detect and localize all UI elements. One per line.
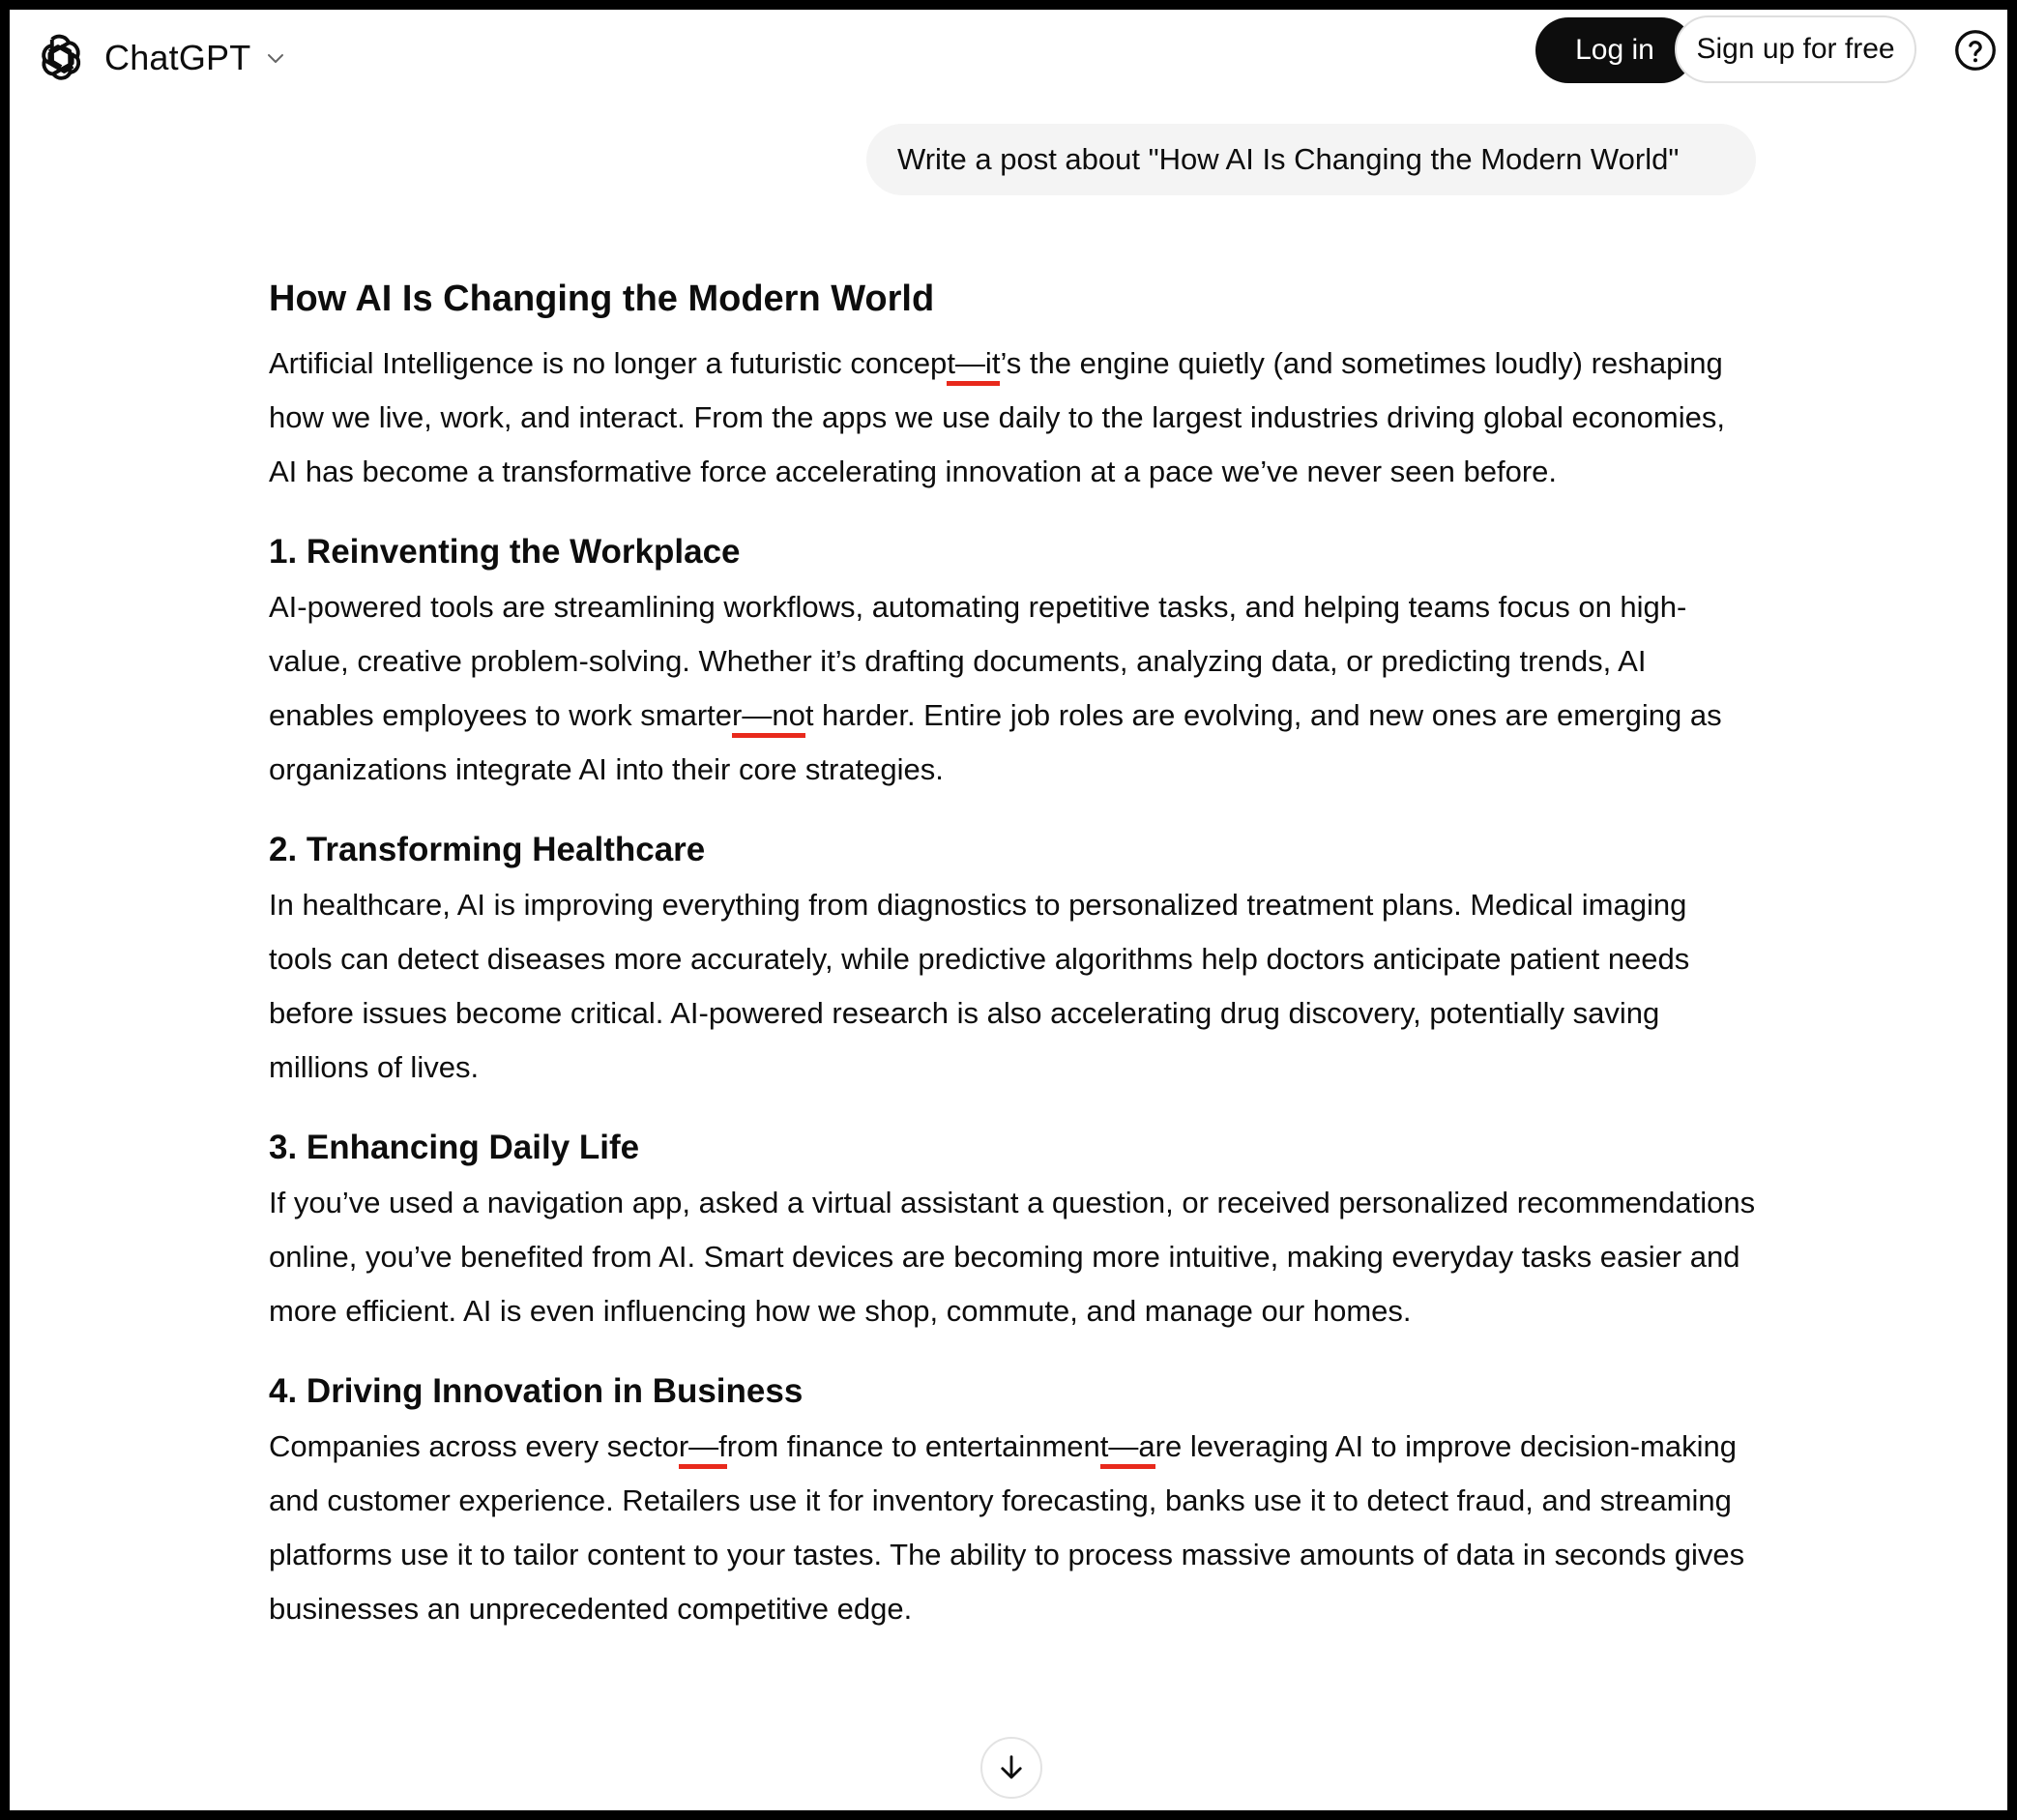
workplace-text-before: AI-powered tools are streamlining workflows, automating repetitive tasks, and helping teams focus on high-value, creative problem-solving. Whether it’s drafting documents, analyzing data, or predicting trends, AI enables employees to work smarte [269, 590, 1687, 732]
em-dash-highlight: t—it [947, 346, 1000, 386]
intro-text-before: Artificial Intelligence is no longer a futuristic concep [269, 346, 948, 380]
assistant-response [269, 271, 1758, 1661]
article-title: How AI Is Changing the Modern World [269, 279, 935, 319]
top-bar [10, 10, 2007, 106]
em-dash-highlight: r—no [732, 698, 805, 738]
business-text-1: Companies across every secto [269, 1429, 679, 1463]
intro-text-after: ’s the engine quietly (and sometimes loudly) reshaping how we live, work, and interact. From the apps we use daily to the largest industries driving global economies, AI has become a transformative force accelerating innovation at a pace we’ve never seen before. [269, 346, 1725, 488]
em-dash-highlight: r—f [679, 1429, 727, 1469]
section-heading-healthcare: 2. Transforming Healthcare [269, 831, 706, 868]
chevron-down-icon [264, 46, 287, 70]
business-text-3: re leveraging AI to improve decision-making and customer experience. Retailers use it for inventory forecasting, banks use it to detect fraud, and streaming platforms use it to tailor content to your tastes. The ability to process massive amounts of data in seconds gives businesses an unprecedented competitive edge. [269, 1429, 1745, 1626]
arrow-down-icon [995, 1751, 1028, 1784]
section-paragraph-business [269, 1420, 1758, 1636]
business-text-2: rom finance to entertainmen [726, 1429, 1100, 1463]
help-circle-icon[interactable] [1954, 29, 1997, 72]
section-paragraph-workplace [269, 580, 1758, 797]
section-paragraph-healthcare: In healthcare, AI is improving everything from diagnostics to personalized treatment plans. Medical imaging tools can detect diseases more accurately, while predictive algorithms help doctors anticipate patient needs before issues become critical. AI-powered research is also accelerating drug discovery, potentially saving millions of lives. [269, 888, 1690, 1084]
signup-button[interactable]: Sign up for free [1675, 15, 1916, 83]
model-switcher[interactable] [104, 31, 287, 85]
scroll-to-bottom-button[interactable] [980, 1737, 1042, 1799]
section-heading-business: 4. Driving Innovation in Business [269, 1372, 804, 1410]
section-paragraph-daily-life: If you’ve used a navigation app, asked a virtual assistant a question, or received personalized recommendations online, you’ve benefited from AI. Smart devices are becoming more intuitive, making everyday tasks easier and more efficient. AI is even influencing how we shop, commute, and manage our homes. [269, 1186, 1756, 1328]
section-heading-workplace: 1. Reinventing the Workplace [269, 533, 741, 571]
login-button[interactable]: Log in [1535, 17, 1694, 83]
workplace-text-after: t harder. Entire job roles are evolving, and new ones are emerging as organizations integrate AI into their core strategies. [269, 698, 1722, 786]
section-heading-daily-life: 3. Enhancing Daily Life [269, 1129, 640, 1166]
em-dash-highlight: t—a [1100, 1429, 1155, 1469]
intro-paragraph [269, 337, 1758, 499]
user-message-bubble: Write a post about "How AI Is Changing the Modern World" [866, 124, 1756, 195]
chat-window [10, 10, 2007, 1810]
openai-logo-icon[interactable] [29, 29, 89, 89]
model-name: ChatGPT [104, 38, 251, 77]
